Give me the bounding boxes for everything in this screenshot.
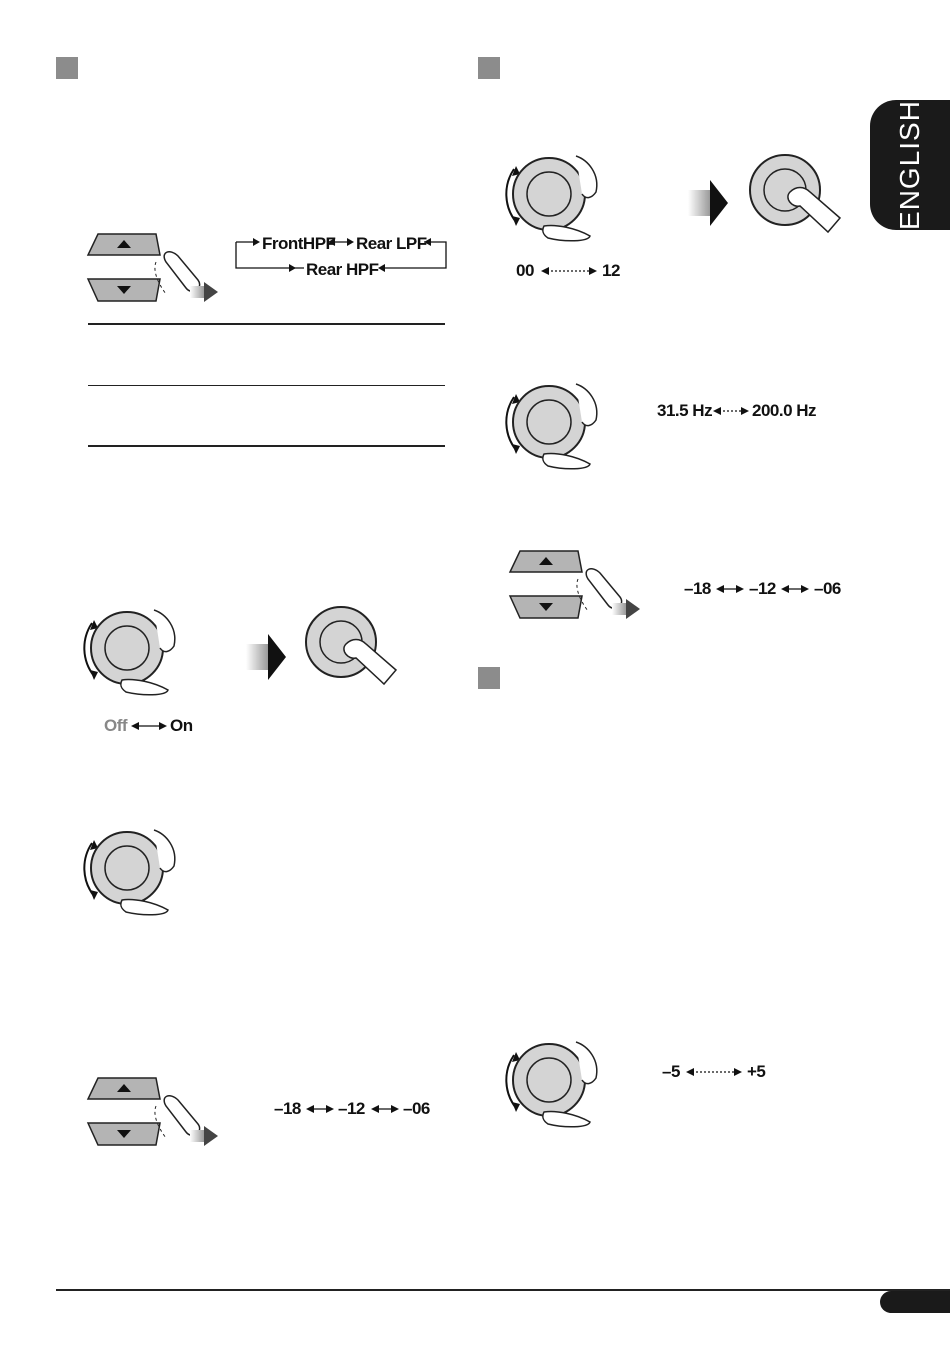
- language-tab: [870, 100, 950, 230]
- range-arrow-icon: [713, 405, 749, 417]
- rear-lpf-label: Rear LPF: [356, 234, 427, 253]
- level-step-label: –18: [274, 1099, 301, 1118]
- frequency-max-label: 200.0 Hz: [752, 401, 817, 420]
- toggle-arrow-icon: [371, 1103, 399, 1115]
- level-step-label: –18: [684, 579, 711, 598]
- right-arrow-icon: [204, 1126, 218, 1146]
- adjust-min-label: –5: [662, 1062, 680, 1081]
- level-step-label: –12: [749, 579, 776, 598]
- rotate-knob-illustration: [504, 144, 614, 244]
- finger-icon: [586, 569, 621, 609]
- range-arrow-icon: [686, 1066, 742, 1078]
- level-step-label: –06: [403, 1099, 430, 1118]
- finger-icon: [164, 252, 199, 292]
- rotate-knob-illustration: [504, 1030, 614, 1130]
- section-marker: [478, 667, 500, 689]
- up-down-buttons-illustration: [508, 547, 643, 622]
- front-hpf-label: FrontHPF: [262, 234, 336, 253]
- toggle-arrow-icon: [716, 583, 744, 595]
- adjust-max-label: +5: [747, 1062, 766, 1081]
- table-rule: [88, 385, 445, 386]
- up-down-buttons-illustration: [86, 1074, 221, 1149]
- finger-icon: [164, 1096, 199, 1136]
- toggle-arrow-icon: [781, 583, 809, 595]
- next-step-arrow-icon: [688, 180, 730, 226]
- rotate-knob-illustration: [82, 598, 192, 698]
- toggle-arrow-icon: [306, 1103, 334, 1115]
- range-min-label: 00: [516, 261, 534, 280]
- frequency-min-label: 31.5 Hz: [657, 401, 713, 420]
- section-marker: [478, 57, 500, 79]
- on-label: On: [170, 716, 193, 735]
- page-number-tab: [880, 1291, 950, 1313]
- rotate-knob-illustration: [504, 372, 614, 472]
- table-rule: [88, 323, 445, 325]
- language-label: ENGLISH: [894, 100, 925, 230]
- level-step-label: –12: [338, 1099, 365, 1118]
- up-down-buttons-illustration: [86, 230, 221, 305]
- section-marker: [56, 57, 78, 79]
- right-arrow-icon: [626, 599, 640, 619]
- table-rule: [88, 445, 445, 447]
- press-knob-illustration: [748, 152, 843, 247]
- right-arrow-icon: [204, 282, 218, 302]
- rear-hpf-label: Rear HPF: [306, 260, 379, 279]
- rotate-knob-illustration: [82, 818, 192, 918]
- level-step-label: –06: [814, 579, 841, 598]
- range-arrow-icon: [541, 265, 597, 277]
- press-knob-illustration: [304, 604, 399, 699]
- off-label: Off: [104, 716, 128, 735]
- toggle-arrow-icon: [131, 720, 167, 732]
- range-max-label: 12: [602, 261, 620, 280]
- next-step-arrow-icon: [246, 634, 288, 680]
- footer-rule: [56, 1289, 950, 1291]
